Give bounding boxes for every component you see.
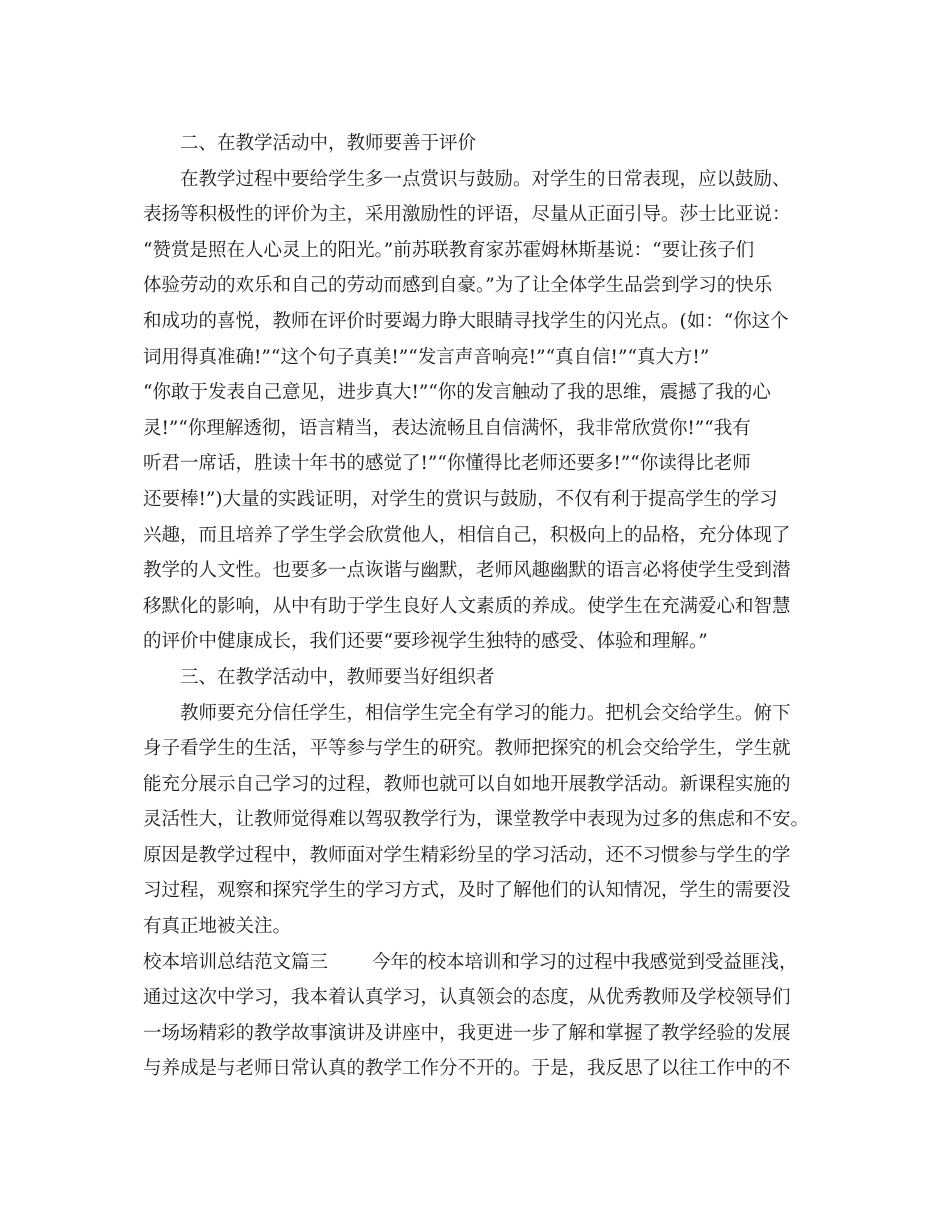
paragraph-line: 体验劳动的欢乐和自己的劳动而感到自豪。”为了让全体学生品尝到学习的快乐 [143,275,773,297]
paragraph-line: “赞赏是照在人心灵上的阳光。”前苏联教育家苏霍姆林斯基说：“要让孩子们 [143,239,755,261]
paragraph-line: 有真正地被关注。 [143,916,292,938]
paragraph-line: 词用得真准确!”“这个句子真美!”“发言声音响亮!”“真自信!”“真大方!” [143,346,710,368]
paragraph-line: 还要棒!”)大量的实践证明，对学生的赏识与鼓励，不仅有利于提高学生的学习 [143,488,778,510]
paragraph-line: 原因是教学过程中，教师面对学生精彩纷呈的学习活动，还不习惯参与学生的学 [143,844,791,866]
paragraph-line: 的评价中健康成长，我们还要“要珍视学生独特的感受、体验和理解。” [143,631,708,653]
paragraph-line: 表扬等积极性的评价为主，采用激励性的评语，尽量从正面引导。莎士比亚说： [143,204,791,226]
paragraph-line: 移默化的影响，从中有助于学生良好人文素质的养成。使学生在充满爱心和智慧 [143,595,791,617]
paragraph-line: 听君一席话，胜读十年书的感觉了!”“你懂得比老师还要多!”“你读得比老师 [143,453,751,475]
paragraph-line: 灵活性大，让教师觉得难以驾驭教学行为，课堂教学中表现为过多的焦虑和不安。 [143,809,810,831]
paragraph-line: 通过这次中学习，我本着认真学习，认真领会的态度，从优秀教师及学校领导们 [143,987,791,1009]
article-intro: 今年的校本培训和学习的过程中我感觉到受益匪浅， [372,951,798,973]
article-title-line [143,945,813,981]
document-body [143,126,813,1087]
paragraph-line: 在教学过程中要给学生多一点赏识与鼓励。对学生的日常表现，应以鼓励、 [180,168,791,190]
paragraph-line: 和成功的喜悦，教师在评价时要竭力睁大眼睛寻找学生的闪光点。(如：“你这个 [143,310,789,332]
paragraph-line: 身子看学生的生活，平等参与学生的研究。教师把探究的机会交给学生，学生就 [143,738,791,760]
paragraph-line: 能充分展示自己学习的过程，教师也就可以自如地开展教学活动。新课程实施的 [143,773,791,795]
section-heading-3: 三、在教学活动中，教师要当好组织者 [180,666,495,688]
article-title: 校本培训总结范文篇三 [143,951,329,973]
paragraph-line: 习过程，观察和探究学生的学习方式，及时了解他们的认知情况，学生的需要没 [143,880,791,902]
paragraph-line: 教师要充分信任学生，相信学生完全有学习的能力。把机会交给学生。俯下 [180,702,791,724]
paragraph-line: 兴趣，而且培养了学生学会欣赏他人，相信自己，积极向上的品格，充分体现了 [143,524,791,546]
paragraph-line: 一场场精彩的教学故事演讲及讲座中，我更进一步了解和掌握了教学经验的发展 [143,1022,791,1044]
section-heading-2: 二、在教学活动中，教师要善于评价 [180,133,477,154]
paragraph-line: “你敢于发表自己意见，进步真大!”“你的发言触动了我的思维，震撼了我的心 [143,382,771,404]
paragraph-line: 与养成是与老师日常认真的教学工作分不开的。于是，我反思了以往工作中的不 [143,1058,791,1080]
paragraph-line: 灵!”“你理解透彻，语言精当，表达流畅且自信满怀，我非常欣赏你!”“我有 [143,417,751,439]
paragraph-line: 教学的人文性。也要多一点诙谐与幽默，老师风趣幽默的语言必将使学生受到潜 [143,560,791,582]
